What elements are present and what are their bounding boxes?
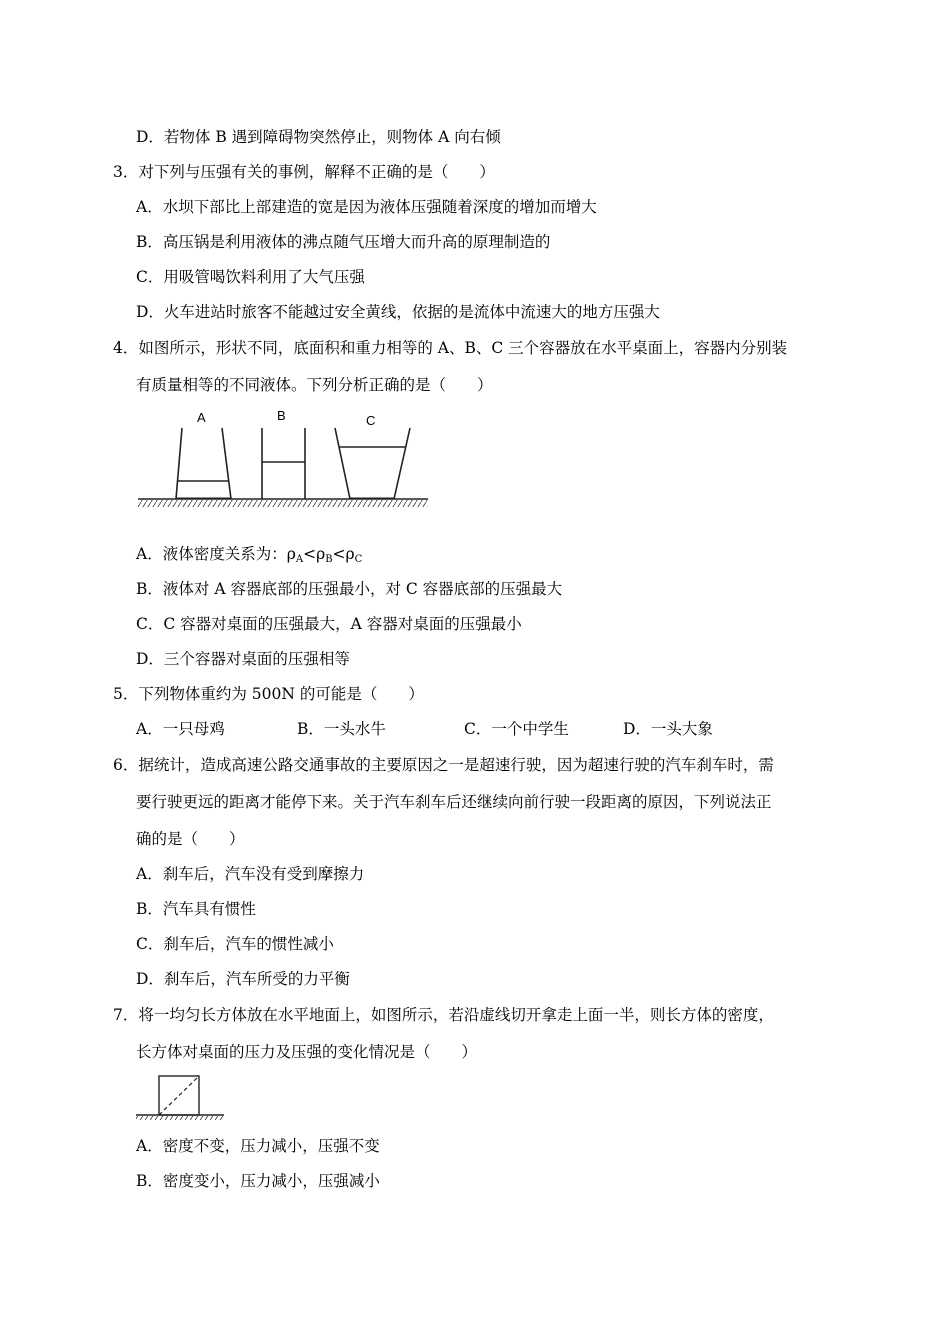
q6-option-d: D．刹车后，汽车所受的力平衡 bbox=[136, 970, 350, 988]
q3-option-a: A．水坝下部比上部建造的宽是因为液体压强随着深度的增加而增大 bbox=[136, 198, 597, 216]
subscript-c: C bbox=[354, 554, 363, 565]
q3-option-c: C．用吸管喝饮料利用了大气压强 bbox=[136, 268, 365, 286]
container-c bbox=[335, 428, 410, 499]
cut-dashed-line bbox=[159, 1076, 199, 1115]
q7-option-a: A．密度不变，压力减小，压强不变 bbox=[136, 1137, 380, 1155]
rho-symbol: ρ bbox=[286, 545, 296, 563]
q6-stem-line3: 确的是（ ） bbox=[136, 830, 245, 848]
q3-option-d: D．火车进站时旅客不能越过安全黄线，依据的是流体中流速大的地方压强大 bbox=[136, 303, 660, 321]
q4-option-b: B．液体对 A 容器底部的压强最小，对 C 容器底部的压强最大 bbox=[136, 580, 563, 598]
q4-containers-figure bbox=[136, 406, 436, 511]
q6-option-a: A．刹车后，汽车没有受到摩擦力 bbox=[136, 865, 365, 883]
q6-option-b: B．汽车具有惯性 bbox=[136, 900, 256, 918]
rho-symbol: ρ bbox=[345, 545, 355, 563]
q7-stem-line1: 7．将一均匀长方体放在水平地面上，如图所示，若沿虚线切开拿走上面一半，则长方体的密度， bbox=[113, 1006, 774, 1024]
q4-option-d: D．三个容器对桌面的压强相等 bbox=[136, 650, 350, 668]
q3-stem: 3．对下列与压强有关的事例，解释不正确的是（ ） bbox=[113, 163, 495, 181]
q4-option-a bbox=[136, 543, 362, 571]
less-than-symbol: < bbox=[303, 545, 317, 563]
q5-option-d: D．一头大象 bbox=[623, 720, 713, 738]
container-a bbox=[176, 428, 231, 499]
q4-option-c: C．C 容器对桌面的压强最大，A 容器对桌面的压强最小 bbox=[136, 615, 522, 633]
ground-surface bbox=[138, 499, 428, 507]
q5-option-a: A．一只母鸡 bbox=[136, 720, 225, 738]
q6-option-c: C．刹车后，汽车的惯性减小 bbox=[136, 935, 334, 953]
ground-surface bbox=[136, 1115, 224, 1120]
q3-option-b: B．高压锅是利用液体的沸点随气压增大而升高的原理制造的 bbox=[136, 233, 551, 251]
q6-stem-line2: 要行驶更远的距离才能停下来。关于汽车刹车后还继续向前行驶一段距离的原因，下列说法正 bbox=[136, 793, 772, 811]
cuboid-block bbox=[159, 1076, 199, 1115]
q4-option-a-prefix: A．液体密度关系为： bbox=[136, 545, 287, 563]
q5-option-c: C．一个中学生 bbox=[464, 720, 569, 738]
q2-option-d: D．若物体 B 遇到障碍物突然停止，则物体 A 向右倾 bbox=[136, 128, 501, 146]
container-b bbox=[262, 428, 305, 499]
q5-options-row bbox=[0, 718, 950, 740]
q4-stem-line1: 4．如图所示，形状不同，底面积和重力相等的 A、B、C 三个容器放在水平桌面上，容器内分别装 bbox=[113, 339, 788, 357]
container-label-c: C bbox=[366, 413, 376, 428]
subscript-a: A bbox=[295, 554, 304, 565]
container-label-b: B bbox=[277, 408, 286, 423]
less-than-symbol: < bbox=[332, 545, 346, 563]
rho-symbol: ρ bbox=[316, 545, 326, 563]
q7-option-b: B．密度变小，压力减小，压强减小 bbox=[136, 1172, 380, 1190]
q4-stem-line2: 有质量相等的不同液体。下列分析正确的是（ ） bbox=[136, 376, 493, 394]
q5-stem: 5．下列物体重约为 500N 的可能是（ ） bbox=[113, 685, 424, 703]
subscript-b: B bbox=[325, 554, 333, 565]
q5-option-b: B．一头水牛 bbox=[297, 720, 386, 738]
q7-cuboid-figure bbox=[134, 1074, 226, 1120]
container-label-a: A bbox=[197, 410, 206, 425]
q6-stem-line1: 6．据统计，造成高速公路交通事故的主要原因之一是超速行驶，因为超速行驶的汽车刹车时，需 bbox=[113, 756, 774, 774]
q7-stem-line2: 长方体对桌面的压力及压强的变化情况是（ ） bbox=[136, 1043, 478, 1061]
